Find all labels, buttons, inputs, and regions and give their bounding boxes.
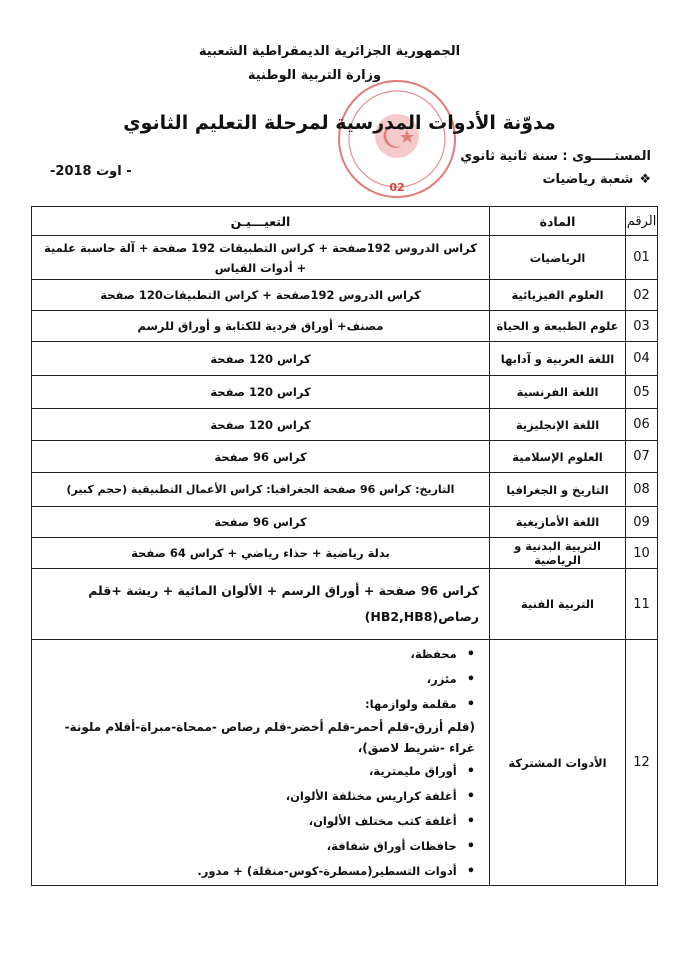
branch-label: شعبة رياضيات xyxy=(542,172,634,187)
list-item xyxy=(40,642,475,667)
republic-heading: الجمهورية الجزائرية الديمقراطية الشعبية xyxy=(198,44,461,59)
row-subject: التربية الفنية xyxy=(490,569,626,640)
bullet-icon: • xyxy=(466,838,475,854)
table-row xyxy=(32,236,658,280)
list-item-text: مئزر، xyxy=(426,671,457,686)
row-num: 07 xyxy=(626,441,658,473)
bullet-icon: • xyxy=(466,671,475,687)
header-num: الرقم xyxy=(626,207,658,236)
common-supplies-cell xyxy=(32,640,490,886)
row-subject: العلوم الإسلامية xyxy=(490,441,626,473)
row-items: التاريخ: كراس 96 صفحة الجغرافيا: كراس الأعمال التطبيقية (حجم كبير) xyxy=(32,473,490,507)
list-item xyxy=(40,859,475,884)
level-line: المستـــــوى : سنة ثانية ثانوي xyxy=(460,149,651,164)
row-num: 04 xyxy=(626,342,658,376)
row-subject: التربية البدنية و الرياضية xyxy=(490,538,626,569)
row-subject: اللغة الإنجليزية xyxy=(490,409,626,441)
row-num: 05 xyxy=(626,376,658,409)
list-item-text: أغلفة كراريس مختلفة الألوان، xyxy=(285,788,457,803)
row-num: 01 xyxy=(626,236,658,280)
list-item-text: (قلم أزرق-قلم أحمر-قلم أخضر-قلم رصاص -ممحاة-مبراة-أقلام ملونة-غراء -شريط لاصق)، xyxy=(64,719,475,755)
row-subject: اللغة العربية و آدابها xyxy=(490,342,626,376)
header-items: التعيـــيـن xyxy=(32,207,490,236)
table-row xyxy=(32,569,658,640)
table-row xyxy=(32,342,658,376)
branch-line xyxy=(542,172,651,187)
bullet-icon: ❖ xyxy=(639,172,651,187)
table-row xyxy=(32,441,658,473)
page-title: مدوّنة الأدوات المدرسية لمرحلة التعليم الثانوي xyxy=(123,112,556,134)
list-item xyxy=(40,759,475,784)
table-row xyxy=(32,473,658,507)
row-num: 06 xyxy=(626,409,658,441)
bullet-icon: • xyxy=(466,763,475,779)
table-row xyxy=(32,538,658,569)
list-item-text: محفظة، xyxy=(410,646,457,661)
row-num: 10 xyxy=(626,538,658,569)
row-items: كراس 96 صفحة xyxy=(32,441,490,473)
bullet-icon: • xyxy=(466,696,475,712)
list-item-text: مقلمة ولوازمها: xyxy=(365,696,457,711)
list-item xyxy=(40,809,475,834)
list-item xyxy=(40,834,475,859)
row-items: بدلة رياضية + حذاء رياضي + كراس 64 صفحة xyxy=(32,538,490,569)
table-header-row xyxy=(32,207,658,236)
table-row xyxy=(32,409,658,441)
row-num: 12 xyxy=(626,640,658,886)
list-item xyxy=(40,667,475,692)
row-num: 02 xyxy=(626,280,658,311)
row-subject: الرياضيات xyxy=(490,236,626,280)
row-subject: التاريخ و الجغرافيا xyxy=(490,473,626,507)
list-item-text: أدوات التسطير(مسطرة-كوس-منقلة) + مدور. xyxy=(197,863,457,878)
ministry-heading: وزارة التربية الوطنية xyxy=(247,68,382,83)
row-subject: اللغة الأمازيغية xyxy=(490,507,626,538)
row-items: كراس الدروس 192صفحة + كراس التطبيقات120 صفحة xyxy=(32,280,490,311)
list-item xyxy=(40,692,475,717)
row-items: مصنف+ أوراق فردية للكتابة و أوراق للرسم xyxy=(32,311,490,342)
list-item-text: حافظات أوراق شفافة، xyxy=(326,838,457,853)
bullet-icon: • xyxy=(466,646,475,662)
table-row xyxy=(32,280,658,311)
row-num: 03 xyxy=(626,311,658,342)
table-row xyxy=(32,640,658,886)
row-subject: العلوم الفيزيائية xyxy=(490,280,626,311)
row-items: كراس 96 صفحة + أوراق الرسم + الألوان المائية + ريشة +قلم رصاص(HB2,HB8) xyxy=(32,569,490,640)
row-num: 11 xyxy=(626,569,658,640)
row-items: كراس 120 صفحة xyxy=(32,376,490,409)
stamp-number: 02 xyxy=(389,181,405,194)
bullet-icon: • xyxy=(466,788,475,804)
header-subject: المادة xyxy=(490,207,626,236)
row-num: 08 xyxy=(626,473,658,507)
date-label: - اوت 2018- xyxy=(50,164,132,179)
list-item-text: أغلفة كتب مختلف الألوان، xyxy=(308,813,457,828)
list-item xyxy=(40,717,475,759)
table-row xyxy=(32,507,658,538)
bullet-icon: • xyxy=(466,813,475,829)
list-item-text: أوراق مليمترية، xyxy=(369,763,457,778)
list-item xyxy=(40,784,475,809)
row-subject: الأدوات المشتركة xyxy=(490,640,626,886)
row-items: كراس 96 صفحة xyxy=(32,507,490,538)
row-items: كراس 120 صفحة xyxy=(32,409,490,441)
row-items: كراس 120 صفحة xyxy=(32,342,490,376)
table-row xyxy=(32,376,658,409)
common-supplies-list xyxy=(32,642,489,884)
row-subject: علوم الطبيعة و الحياة xyxy=(490,311,626,342)
row-subject: اللغة الفرنسية xyxy=(490,376,626,409)
bullet-icon: • xyxy=(466,863,475,879)
row-num: 09 xyxy=(626,507,658,538)
row-items: كراس الدروس 192صفحة + كراس التطبيقات 192 صفحة + آلة حاسبة علمية + أدوات القياس xyxy=(32,236,490,280)
table-row xyxy=(32,311,658,342)
supplies-table xyxy=(31,206,658,886)
official-stamp xyxy=(336,78,458,200)
